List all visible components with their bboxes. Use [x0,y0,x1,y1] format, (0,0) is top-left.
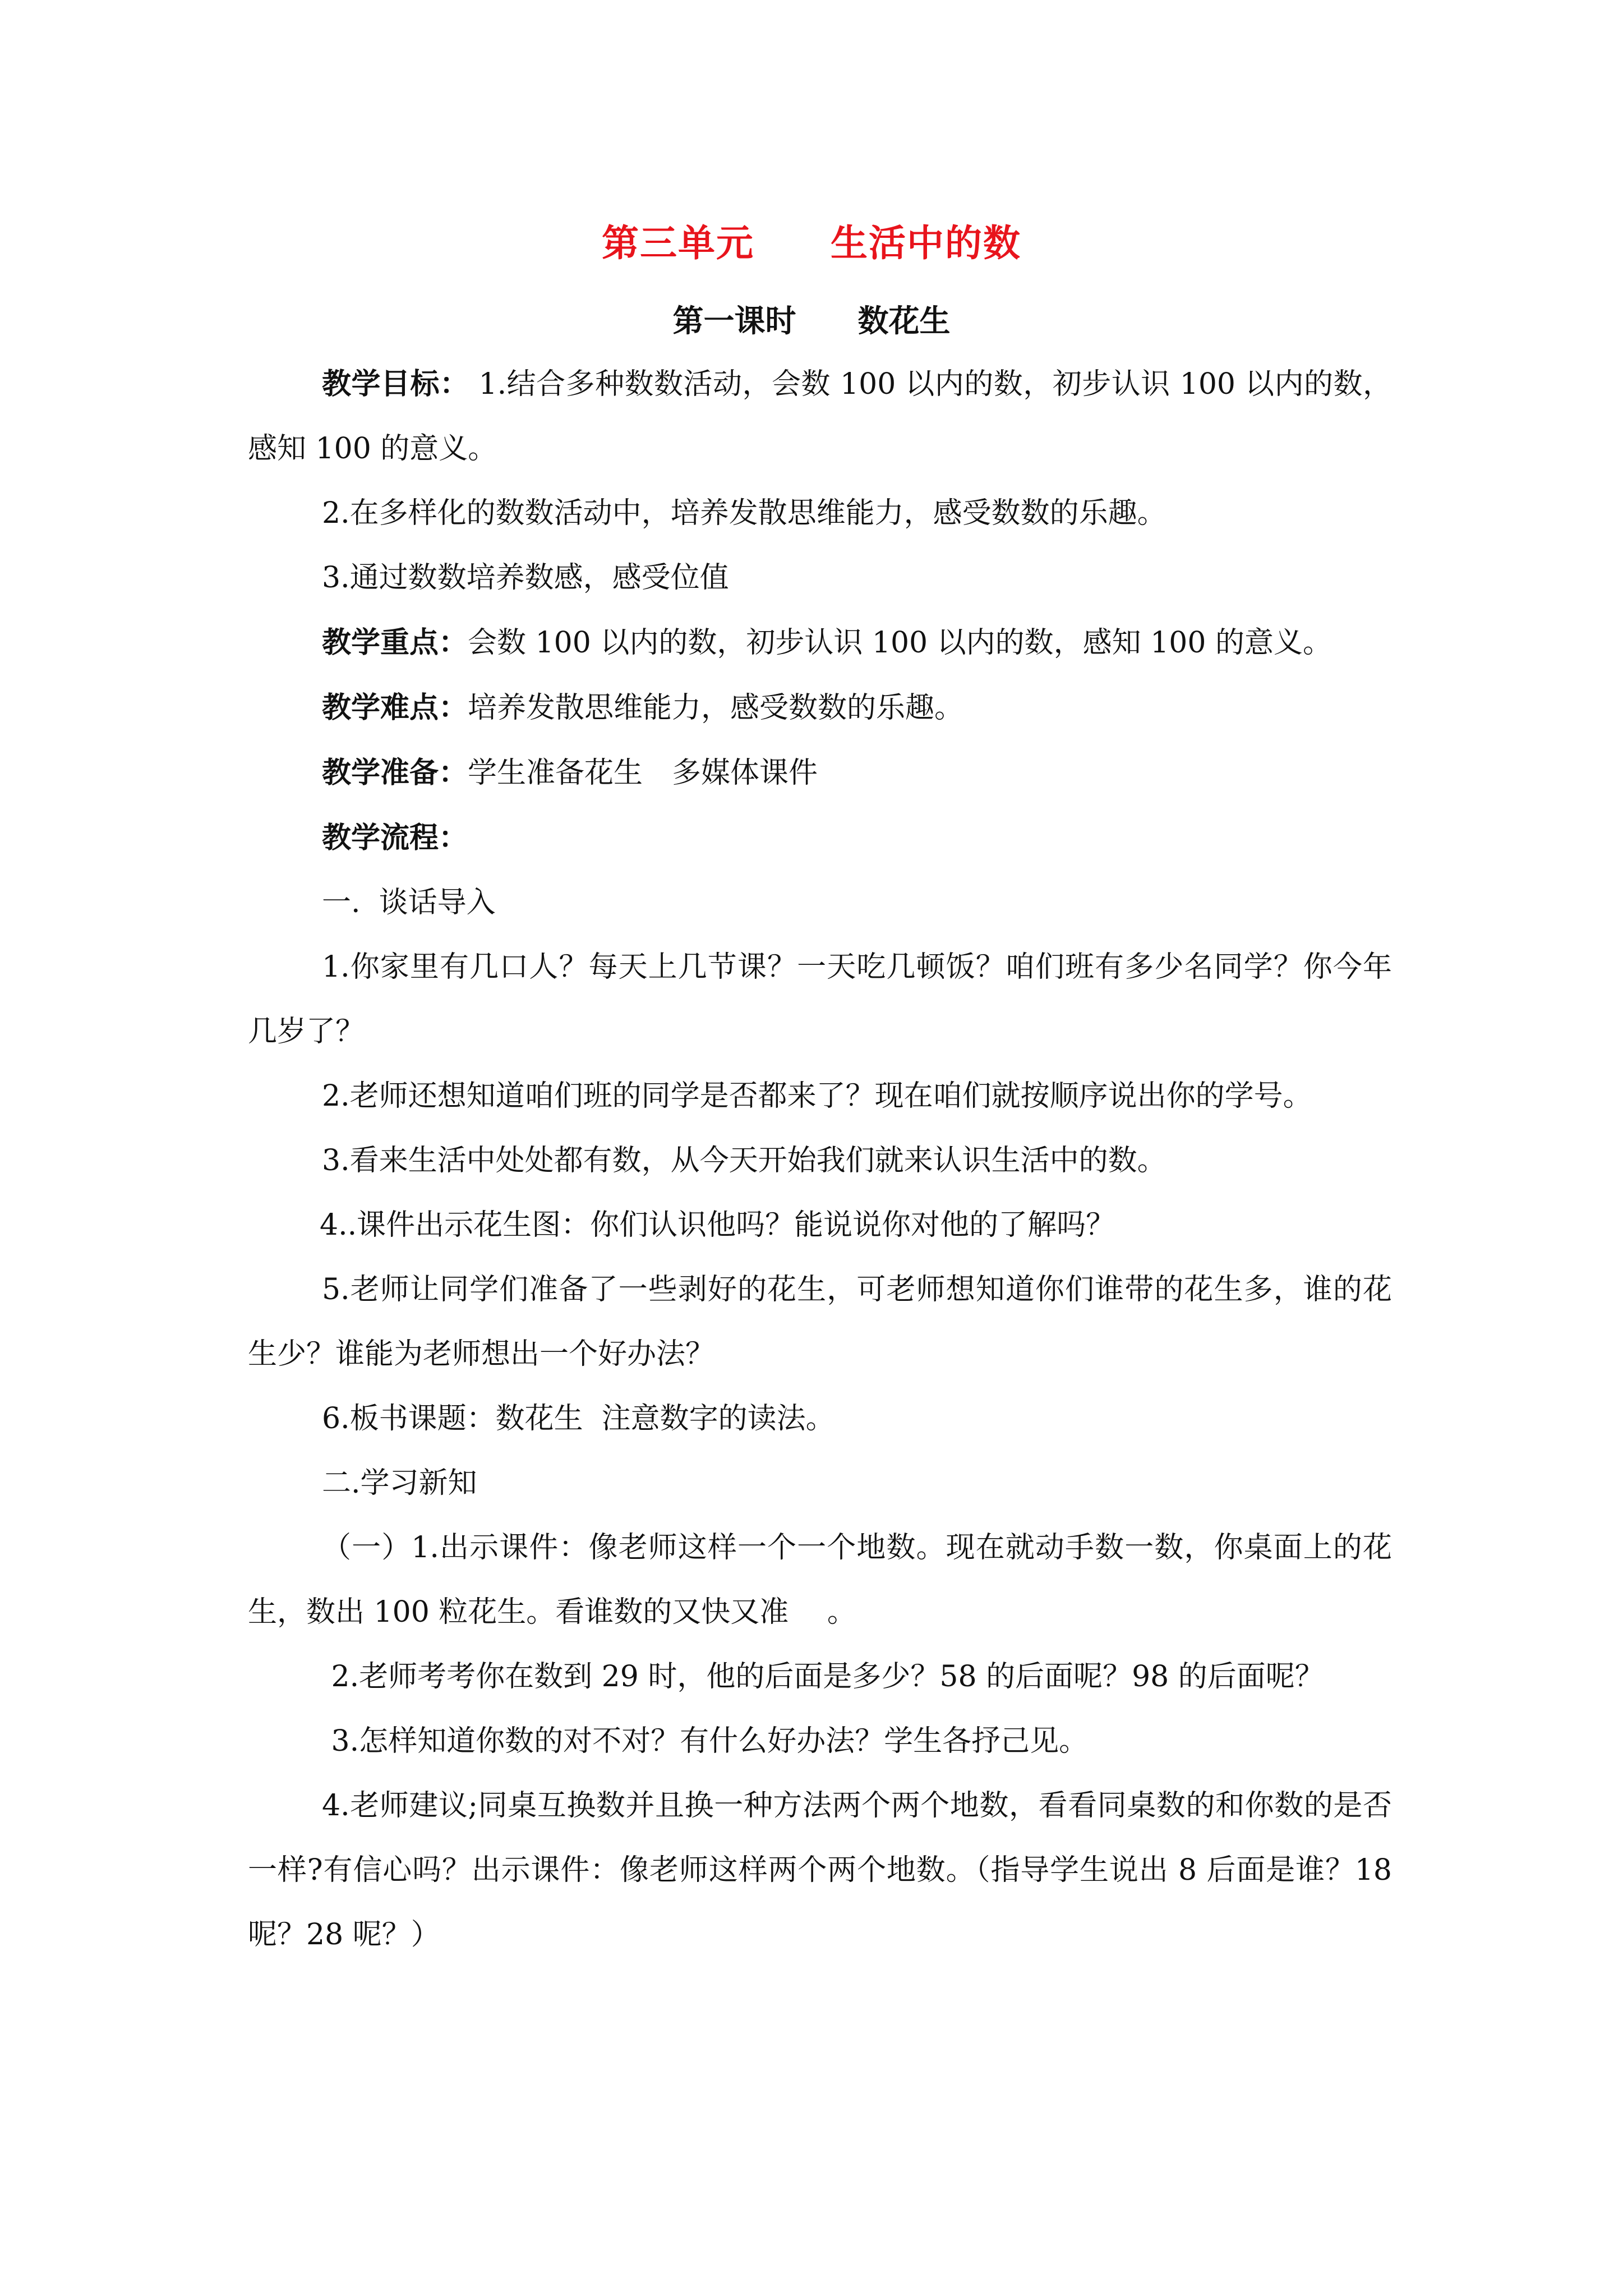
key-points-label: 教学重点： [322,625,468,660]
difficulties-label: 教学难点： [322,691,468,725]
objectives-label: 教学目标： [322,367,469,401]
section-1-item-3: 3.看来生活中处处都有数，从今天开始我们就来认识生活中的数。 [322,1144,1166,1177]
preparation-text: 学生准备花生 多媒体课件 [468,756,818,790]
objectives-paragraph [248,352,1392,481]
difficulties-paragraph [248,675,1392,740]
objectives-text-2: 2.在多样化的数数活动中，培养发散思维能力，感受数数的乐趣。 [322,496,1166,530]
difficulties-text: 培养发散思维能力，感受数数的乐趣。 [468,691,964,725]
section-1-item-4: 4..课件出示花生图：你们认识他吗？能说说你对他的了解吗？ [320,1208,1115,1242]
lesson-subtitle: 第一课时 数花生 [672,302,951,339]
section-1-item-1: 1.你家里有几口人？每天上几节课？一天吃几顿饭？咱们班有多少名同学？你今年几岁了？ [248,950,1392,1048]
lesson-body [248,352,1401,1967]
process-paragraph [248,806,1392,871]
section-2-heading: 二.学习新知 [322,1466,477,1500]
unit-title: 第三单元 生活中的数 [602,221,1021,265]
preparation-paragraph [248,740,1392,806]
objectives-text-1: 1.结合多种数数活动，会数 100 以内的数，初步认识 100 以内的数，感知 100 的意义。 [248,367,1392,466]
key-points-text: 会数 100 以内的数，初步认识 100 以内的数，感知 100 的意义。 [468,626,1332,660]
section-2-item-1: （一）1.出示课件：像老师这样一个一个地数。现在就动手数一数，你桌面上的花生，数出 100 粒花生。看谁数的又快又准 。 [248,1531,1392,1629]
key-points-paragraph [248,610,1392,675]
process-label: 教学流程： [322,821,468,855]
section-1-item-2: 2.老师还想知道咱们班的同学是否都来了？现在咱们就按顺序说出你的学号。 [322,1079,1312,1113]
section-1-item-6: 6.板书课题：数花生 注意数字的读法。 [322,1402,835,1435]
section-2-item-2: 2.老师考考你在数到 29 时，他的后面是多少？58 的后面呢？98 的后面呢？ [322,1660,1324,1694]
section-1-item-5: 5.老师让同学们准备了一些剥好的花生，可老师想知道你们谁带的花生多，谁的花生少？谁能为老师想出一个好办法？ [248,1273,1392,1371]
section-1-heading: 一. 谈话导入 [322,886,496,919]
section-2-item-4: 4.老师建议;同桌互换数并且换一种方法两个两个地数，看看同桌数的和你数的是否一样?有信心吗？出示课件：像老师这样两个两个地数。（指导学生说出 8 后面是谁？18 呢？28 呢？） [248,1789,1401,1952]
preparation-label: 教学准备： [322,756,468,790]
objectives-text-3: 3.通过数数培养数感，感受位值 [322,561,729,595]
section-2-item-3: 3.怎样知道你数的对不对？有什么好办法？学生各抒己见。 [322,1724,1089,1758]
